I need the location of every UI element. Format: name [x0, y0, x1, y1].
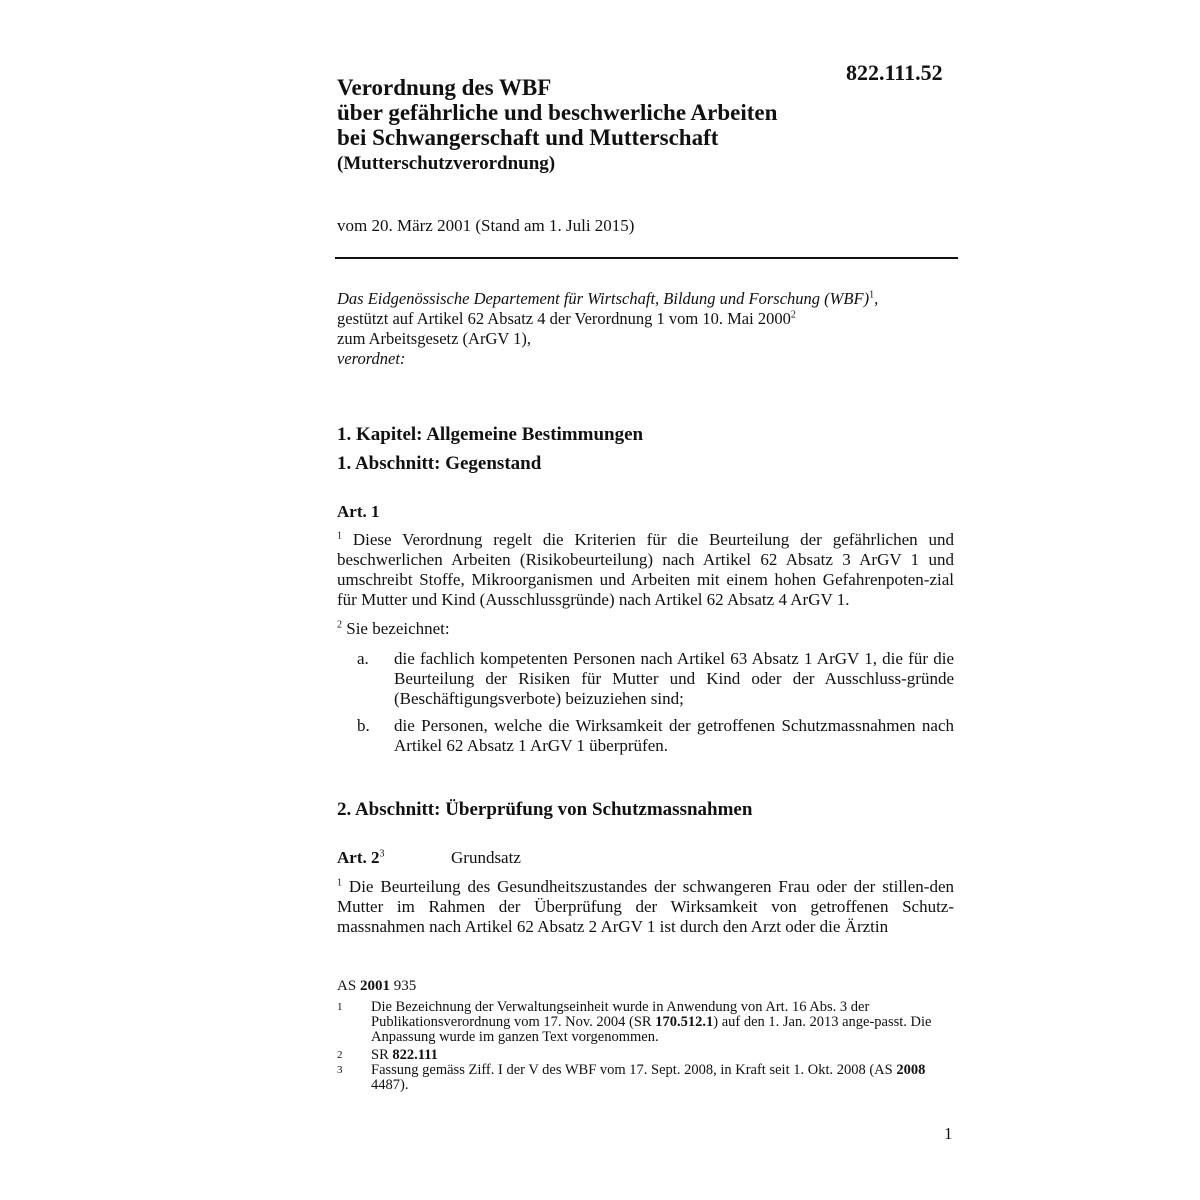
preamble-authority: Das Eidgenössische Departement für Wirtschaft, Bildung und Forschung (WBF)$^1$,	[337, 289, 879, 308]
preamble-basis: gestützt auf Artikel 62 Absatz 4 der Verordnung 1 vom 10. Mai 2000$^2$	[337, 309, 796, 328]
paragraph-number: 2	[337, 619, 342, 631]
title-line: Verordnung des WBF	[337, 75, 552, 100]
preamble-basis-cont: zum Arbeitsgesetz (ArGV 1),	[337, 329, 531, 348]
title-divider	[335, 257, 958, 259]
footnote-number: 1	[337, 1001, 343, 1013]
article-paragraph: $^1$ Diese Verordnung regelt die Kriterien für die Beurteilung der gefährlichen und beschwerlichen Arbeiten (Risikobeurteilung) nach Artikel 62 Absatz 3 ArGV 1 und umschreibt Stoffe, Mikroorganismen und Arbeiten mit einem hohen Gefahrenpoten-zial für Mutter und Kind (Ausschlussgründe) nach Artikel 62 Absatz 4 ArGV 1.	[337, 530, 955, 609]
article-label: Art. $2^3$	[337, 848, 385, 867]
list-item	[357, 649, 954, 709]
section-heading: 1. Abschnitt: Gegenstand	[337, 453, 542, 474]
title-line: bei Schwangerschaft und Mutterschaft	[337, 125, 719, 150]
paragraph-number: 1	[337, 877, 342, 889]
list-item	[357, 716, 954, 756]
footnote-ref[interactable]: 2	[790, 309, 796, 321]
chapter-heading: 1. Kapitel: Allgemeine Bestimmungen	[337, 424, 644, 445]
sr-number: 822.111.52	[846, 60, 943, 85]
article-label: Art. 1	[337, 502, 380, 521]
article-paragraph: $^1$ Die Beurteilung des Gesundheitszustandes der schwangeren Frau oder der stillen-den Mutter im Rahmen der Überprüfung der Wirksamkeit von getroffenen Schutz-massnahmen nach Artikel 62 Absatz 2 ArGV 1 ist durch den Arzt oder die Ärztin	[337, 877, 954, 936]
footnote	[337, 1048, 937, 1063]
preamble	[337, 289, 957, 369]
footnote	[337, 1063, 937, 1093]
preamble-decrees: verordnet:	[337, 349, 406, 368]
title-line: über gefährliche und beschwerliche Arbeiten	[337, 100, 778, 125]
footnote-text: Fassung gemäss Ziff. I der V des WBF vom 17. Sept. 2008, in Kraft seit 1. Okt. 2008 (AS 2008 4487).	[371, 1062, 926, 1093]
list-item-label: b.	[357, 716, 370, 735]
footnote	[337, 1000, 937, 1045]
section-heading: 2. Abschnitt: Überprüfung von Schutzmassnahmen	[337, 799, 753, 820]
page-number: 1	[944, 1124, 953, 1143]
footnote-number: 2	[337, 1049, 343, 1061]
footnote-text: Die Bezeichnung der Verwaltungseinheit wurde in Anwendung von Art. 16 Abs. 3 der Publikationsverordnung vom 17. Nov. 2004 (SR 170.512.1) auf den 1. Jan. 2013 ange-passt. Die Anpassung wurde im ganzen Text vorgenommen.	[371, 999, 932, 1045]
document-date: vom 20. März 2001 (Stand am 1. Juli 2015)	[337, 216, 635, 235]
document-subtitle: (Mutterschutzverordnung)	[337, 153, 556, 174]
footnote-text: SR 822.111	[371, 1047, 438, 1063]
footnote-number: 3	[337, 1064, 343, 1076]
list-item-text: die fachlich kompetenten Personen nach Artikel 63 Absatz 1 ArGV 1, die für die Beurteilung der Risiken für Mutter und Kind oder der Ausschluss-gründe (Beschäftigungsverbote) beizuziehen sind;	[394, 649, 954, 708]
footnote-ref[interactable]: 1	[869, 289, 875, 301]
paragraph-number: 1	[337, 530, 342, 542]
list-item-label: a.	[357, 649, 369, 668]
official-collection-ref: AS 2001 935	[337, 978, 417, 994]
document-title	[337, 75, 897, 150]
article-paragraph: $^2$ Sie bezeichnet:	[337, 619, 450, 638]
article-title: Grundsatz	[451, 848, 521, 867]
footnote-ref[interactable]: 3	[379, 848, 385, 860]
list-item-text: die Personen, welche die Wirksamkeit der getroffenen Schutzmassnahmen nach Artikel 62 Absatz 1 ArGV 1 überprüfen.	[394, 716, 954, 755]
